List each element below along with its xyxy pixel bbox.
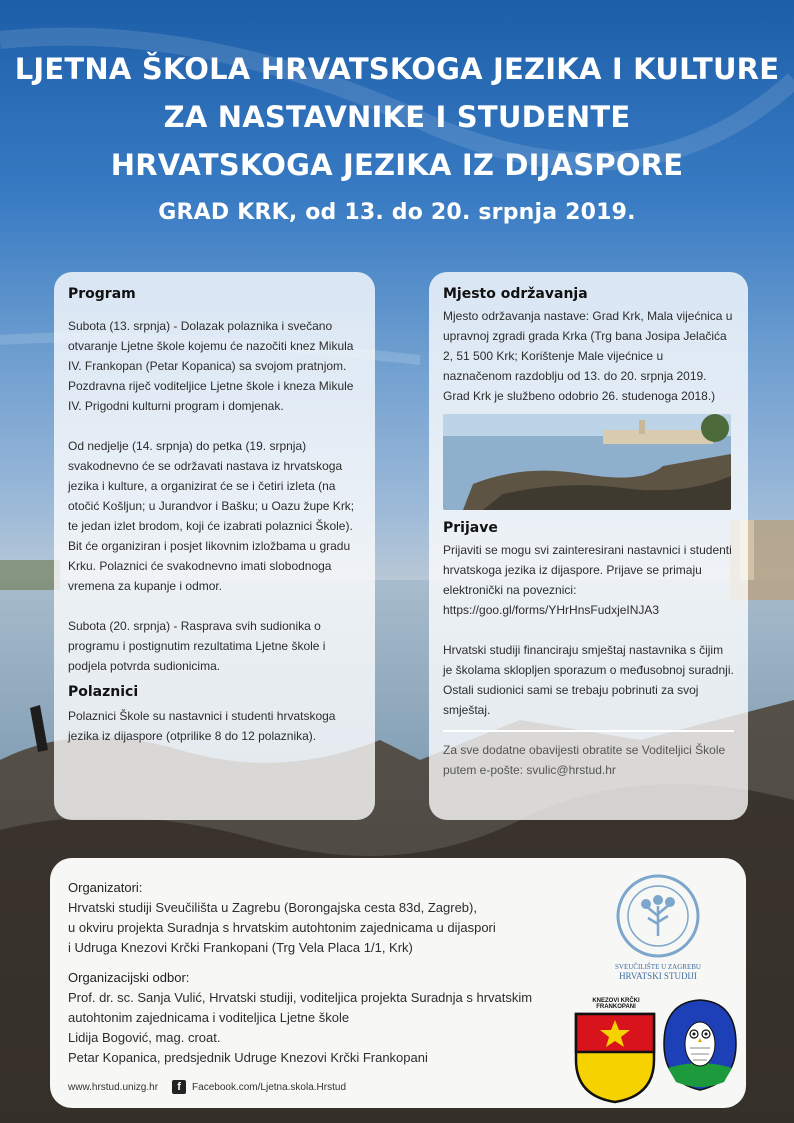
krk-harbour-photo [443, 414, 731, 510]
polaznici-heading: Polaznici [68, 684, 139, 700]
contact-text: Za sve dodatne obavijesti obratite se Voditeljici Škole putem e-pošte: svulic@hrstud.hr [443, 743, 726, 777]
committee-member-3: Petar Kopanica, predsjednik Udruge Knezovi Krčki Frankopani [68, 1050, 428, 1065]
prijave-heading: Prijave [443, 520, 498, 536]
frankopani-caption: KNEZOVI KRČKI FRANKOPANI [592, 998, 640, 1010]
program-weekdays: Od nedjelje (14. srpnja) do petka (19. srpnja) svakodnevno će se održavati nastava iz hrvatskoga jezika i kulture, a organizirat će se i četiri izleta (na otočić Košljun; u Jurandvor i Bašku; u Oazu župe Krk; te jedan izlet brodom, koji će izabrati polaznici Škole). Bit će organiziran i posjet likovnim izložbama u gradu Krku. Polaznici će svakodnevno imati slobodnoga vremena za kupanje i odmor. [68, 439, 355, 593]
seal-caption-2: HRVATSKI STUDIJI [619, 971, 697, 981]
organizer-line-2: u okviru projekta Suradnja s hrvatskim autohtonim zajednicama u dijaspori [68, 920, 496, 935]
title-line-2: ZA NASTAVNIKE I STUDENTE [163, 100, 631, 134]
event-date-location: GRAD KRK, od 13. do 20. srpnja 2019. [158, 200, 636, 225]
program-day-one: Subota (13. srpnja) - Dolazak polaznika i svečano otvaranje Ljetne škole kojemu će nazočiti knez Mikula IV. Frankopan (Petar Kopanica) sa svojom pratnjom. Pozdravna riječ voditeljice Ljetne škole i kneza Mikule IV. Prigodni kulturni program i domjenak. [68, 319, 354, 413]
krk-coat-of-arms [662, 998, 738, 1097]
program-heading: Program [68, 286, 136, 302]
facebook-link[interactable]: Facebook.com/Ljetna.skola.Hrstud [192, 1081, 347, 1093]
committee-heading: Organizacijski odbor: [68, 970, 190, 985]
owl-shield-icon [662, 998, 738, 1092]
mjesto-text: Mjesto održavanja nastave: Grad Krk, Mala vijećnica u upravnoj zgradi grada Krka (Trg bana Josipa Jelačića 2, 51 500 Krk; Korištenje Male vijećnice u naznačenom razdoblju od 13. do 20. srpnja 2019. Grad Krk je službeno odobrio 26. studenoga 2018.) [443, 309, 733, 403]
accommodation-text: Hrvatski studiji financiraju smještaj nastavnika s čijim je školama sklopljen sporazum o međusobnoj suradnji. Ostali sudionici sami se trebaju pobrinuti za svoj smještaj. [443, 643, 734, 717]
footer-links [68, 1080, 346, 1094]
website-link[interactable]: www.hrstud.unizg.hr [68, 1081, 159, 1093]
facebook-icon: f [172, 1080, 186, 1094]
seal-icon [616, 874, 700, 958]
info-panel [429, 272, 748, 820]
program-last-day: Subota (20. srpnja) - Rasprava svih sudionika o programu i postignutim rezultatima Ljetne škole i podjela potvrda sudionicima. [68, 619, 326, 673]
mjesto-heading: Mjesto održavanja [443, 286, 588, 302]
divider [443, 730, 734, 732]
organizers-heading: Organizatori: [68, 880, 143, 895]
program-panel [54, 272, 375, 820]
title-line-1: LJETNA ŠKOLA HRVATSKOGA JEZIKA I KULTURE [14, 52, 780, 86]
hrvatski-studiji-logo [598, 874, 718, 981]
application-form-link[interactable]: https://goo.gl/forms/YHrHnsFudxjeINJA3 [443, 603, 660, 617]
frankopani-logo [574, 998, 658, 1109]
polaznici-text: Polaznici Škole su nastavnici i studenti hrvatskoga jezika iz dijaspore (otprilike 8 do 12 polaznika). [68, 709, 336, 743]
prijave-text: Prijaviti se mogu svi zainteresirani nastavnici i studenti hrvatskoga jezika iz dijaspore. Prijave se primaju elektronički na poveznici: [443, 543, 732, 597]
committee-member-2: Lidija Bogović, mag. croat. [68, 1030, 221, 1045]
organizer-line-1: Hrvatski studiji Sveučilišta u Zagrebu (Borongajska cesta 83d, Zagreb), [68, 900, 477, 915]
title-line-3: HRVATSKOGA JEZIKA IZ DIJASPORE [110, 148, 684, 182]
committee-member-1: Prof. dr. sc. Sanja Vulić, Hrvatski studiji, voditeljica projekta Suradnja s hrvatskim autohtonim zajednicama i voditeljica Ljetne škole [68, 990, 533, 1025]
seal-caption-1: SVEUČILIŠTE U ZAGREBU [615, 963, 701, 971]
organizers-panel [50, 858, 746, 1108]
organizer-line-3: i Udruga Knezovi Krčki Frankopani (Trg Vela Placa 1/1, Krk) [68, 940, 413, 955]
frankopani-shield-icon [574, 1012, 656, 1104]
